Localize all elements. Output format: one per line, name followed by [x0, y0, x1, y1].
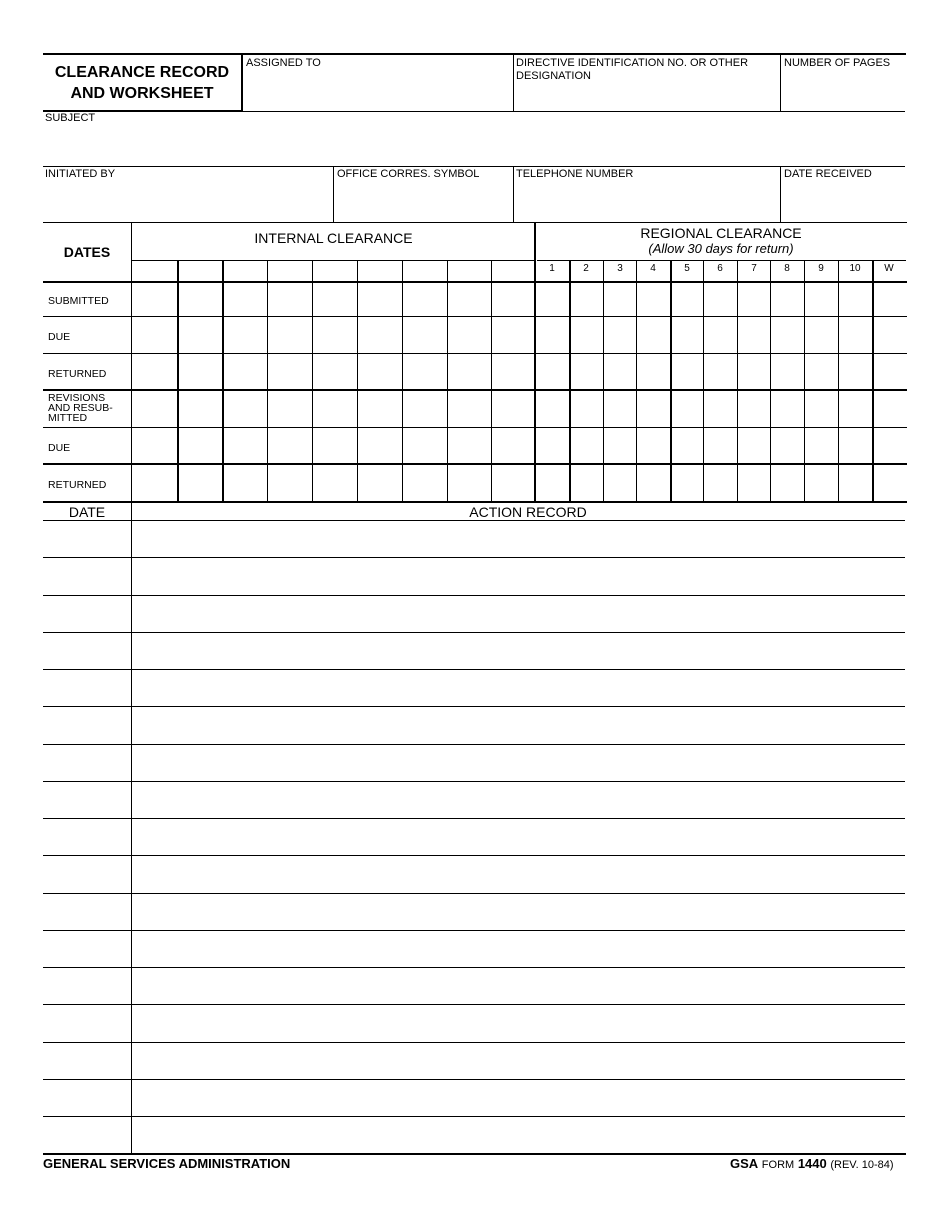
clearance-cell[interactable] — [672, 392, 701, 425]
footer-rev: (REV. 10-84) — [830, 1159, 894, 1171]
clearance-cell[interactable] — [537, 318, 567, 351]
clearance-cell[interactable] — [672, 429, 701, 462]
action-record-heading: ACTION RECORD — [469, 504, 587, 520]
clearance-cell[interactable] — [359, 355, 400, 388]
telephone-label: TELEPHONE NUMBER — [516, 168, 634, 180]
clearance-row-label-line: REVISIONS — [48, 392, 106, 404]
action-date-field[interactable] — [47, 826, 127, 848]
clearance-cell[interactable] — [806, 284, 836, 314]
clearance-cell[interactable] — [874, 355, 904, 388]
office-symbol-field[interactable] — [337, 190, 509, 216]
action-row — [43, 559, 905, 593]
assigned-to-field[interactable] — [246, 80, 508, 104]
clearance-cell[interactable] — [739, 318, 768, 351]
action-record-field[interactable] — [137, 714, 897, 736]
clearance-cell[interactable] — [739, 429, 768, 462]
clearance-cell[interactable] — [605, 318, 634, 351]
clearance-cell[interactable] — [605, 429, 634, 462]
clearance-cell[interactable] — [705, 318, 735, 351]
clearance-cell[interactable] — [739, 392, 768, 425]
clearance-cell[interactable] — [840, 466, 870, 500]
clearance-cell[interactable] — [840, 392, 870, 425]
clearance-row-label-line: RETURNED — [48, 368, 107, 380]
action-date-field[interactable] — [47, 714, 127, 736]
clearance-cell[interactable] — [537, 284, 567, 314]
clearance-cell[interactable] — [314, 429, 355, 462]
clearance-cell[interactable] — [874, 466, 904, 500]
form-title — [43, 62, 241, 104]
action-record-field[interactable] — [137, 752, 897, 774]
clearance-cell[interactable] — [134, 429, 175, 462]
clearance-row-label-line: MITTED — [48, 412, 88, 424]
clearance-cell[interactable] — [638, 429, 668, 462]
clearance-cell[interactable] — [840, 284, 870, 314]
clearance-cell[interactable] — [874, 284, 904, 314]
number-of-pages-field[interactable] — [784, 80, 900, 104]
action-row — [43, 857, 905, 891]
clearance-cell[interactable] — [314, 355, 355, 388]
clearance-cell[interactable] — [179, 284, 220, 314]
clearance-cell[interactable] — [705, 392, 735, 425]
action-row — [43, 671, 905, 704]
clearance-cell[interactable] — [772, 318, 802, 351]
clearance-cell[interactable] — [404, 284, 445, 314]
clearance-row-label-line: DUE — [48, 331, 71, 343]
clearance-cell[interactable] — [179, 429, 220, 462]
clearance-cell[interactable] — [705, 466, 735, 500]
clearance-cell[interactable] — [493, 429, 533, 462]
clearance-cell[interactable] — [571, 466, 601, 500]
internal-clearance-heading: INTERNAL CLEARANCE — [254, 230, 413, 246]
action-date-field[interactable] — [47, 901, 127, 923]
initiated-by-label: INITIATED BY — [45, 168, 116, 180]
clearance-cell[interactable] — [806, 466, 836, 500]
action-row — [43, 895, 905, 928]
clearance-cell[interactable] — [449, 318, 489, 351]
clearance-cell[interactable] — [449, 429, 489, 462]
clearance-cell[interactable] — [739, 284, 768, 314]
clearance-cell[interactable] — [605, 392, 634, 425]
clearance-cell[interactable] — [269, 284, 310, 314]
footer-number: 1440 — [797, 1156, 827, 1171]
clearance-cell[interactable] — [404, 429, 445, 462]
form-title-line1: CLEARANCE RECORD — [54, 64, 230, 81]
action-row — [43, 932, 905, 965]
action-row — [43, 820, 905, 853]
clearance-cell[interactable] — [314, 284, 355, 314]
action-date-field[interactable] — [47, 975, 127, 997]
clearance-cell[interactable] — [638, 466, 668, 500]
clearance-cell[interactable] — [314, 466, 355, 500]
number-of-pages-label: NUMBER OF PAGES — [784, 57, 891, 69]
clearance-cell[interactable] — [359, 392, 400, 425]
clearance-cell[interactable] — [772, 392, 802, 425]
clearance-row-label-line: AND RESUB- — [48, 402, 113, 414]
action-row — [43, 597, 905, 630]
clearance-cell[interactable] — [493, 392, 533, 425]
regional-column-8: 8 — [784, 263, 790, 274]
clearance-cell[interactable] — [874, 429, 904, 462]
regional-clearance-heading: REGIONAL CLEARANCE — [640, 225, 802, 241]
action-record-field[interactable] — [137, 826, 897, 848]
clearance-cell[interactable] — [672, 355, 701, 388]
clearance-cell[interactable] — [806, 429, 836, 462]
action-date-field[interactable] — [47, 565, 127, 587]
clearance-cell[interactable] — [672, 284, 701, 314]
clearance-cell[interactable] — [134, 284, 175, 314]
clearance-cell[interactable] — [537, 466, 567, 500]
clearance-cell[interactable] — [404, 318, 445, 351]
initiated-by-field[interactable] — [45, 190, 329, 216]
clearance-cell[interactable] — [314, 318, 355, 351]
action-date-field[interactable] — [47, 938, 127, 960]
clearance-cell[interactable] — [806, 392, 836, 425]
clearance-cell[interactable] — [705, 284, 735, 314]
action-date-heading: DATE — [68, 504, 106, 520]
clearance-cell[interactable] — [638, 284, 668, 314]
clearance-cell[interactable] — [404, 466, 445, 500]
clearance-cell[interactable] — [224, 466, 265, 500]
clearance-row-label — [48, 443, 70, 453]
action-row — [43, 634, 905, 667]
action-date-field[interactable] — [47, 640, 127, 662]
date-received-field[interactable] — [784, 190, 902, 216]
action-date-field[interactable] — [47, 1087, 127, 1109]
footer-form-id — [730, 1156, 894, 1171]
date-received-label: DATE RECEIVED — [784, 168, 872, 180]
clearance-cell[interactable] — [359, 466, 400, 500]
clearance-cell[interactable] — [537, 355, 567, 388]
clearance-cell[interactable] — [571, 355, 601, 388]
clearance-cell[interactable] — [359, 284, 400, 314]
clearance-cell[interactable] — [806, 355, 836, 388]
clearance-cell[interactable] — [772, 284, 802, 314]
action-date-field[interactable] — [47, 1124, 127, 1146]
action-row — [43, 746, 905, 779]
clearance-cell[interactable] — [840, 318, 870, 351]
clearance-cell[interactable] — [638, 392, 668, 425]
clearance-cell[interactable] — [269, 392, 310, 425]
clearance-cell[interactable] — [739, 466, 768, 500]
clearance-row-label — [48, 393, 113, 423]
clearance-cell[interactable] — [806, 318, 836, 351]
regional-column-9: 9 — [818, 263, 824, 274]
regional-column-w: W — [884, 263, 894, 274]
clearance-row-label — [48, 480, 106, 490]
clearance-cell[interactable] — [739, 355, 768, 388]
regional-column-1: 1 — [549, 263, 555, 274]
action-record-field[interactable] — [137, 863, 897, 885]
clearance-cell[interactable] — [840, 355, 870, 388]
action-record-field[interactable] — [137, 1087, 897, 1109]
clearance-cell[interactable] — [772, 429, 802, 462]
action-date-field[interactable] — [47, 528, 127, 550]
clearance-cell[interactable] — [224, 318, 265, 351]
action-record-field[interactable] — [137, 565, 897, 587]
telephone-field[interactable] — [516, 190, 776, 216]
footer-agency: GENERAL SERVICES ADMINISTRATION — [43, 1156, 291, 1171]
regional-column-2: 2 — [583, 263, 589, 274]
clearance-row-label — [48, 332, 70, 342]
clearance-cell[interactable] — [772, 355, 802, 388]
regional-column-4: 4 — [650, 263, 656, 274]
assigned-to-label: ASSIGNED TO — [246, 57, 321, 69]
clearance-cell[interactable] — [672, 466, 701, 500]
clearance-cell[interactable] — [224, 429, 265, 462]
clearance-cell[interactable] — [705, 355, 735, 388]
clearance-cell[interactable] — [134, 392, 175, 425]
regional-column-7: 7 — [751, 263, 757, 274]
clearance-cell[interactable] — [537, 429, 567, 462]
action-row — [43, 522, 905, 555]
clearance-cell[interactable] — [672, 318, 701, 351]
clearance-cell[interactable] — [359, 318, 400, 351]
regional-column-5: 5 — [684, 263, 690, 274]
subject-label: SUBJECT — [45, 112, 96, 124]
clearance-cell[interactable] — [493, 318, 533, 351]
clearance-cell[interactable] — [449, 355, 489, 388]
regional-column-10: 10 — [849, 263, 861, 274]
action-date-field[interactable] — [47, 1050, 127, 1072]
action-date-field[interactable] — [47, 752, 127, 774]
action-row — [43, 708, 905, 742]
clearance-cell[interactable] — [404, 355, 445, 388]
action-record-field[interactable] — [137, 938, 897, 960]
dates-heading: DATES — [63, 244, 111, 260]
clearance-row-label — [48, 369, 106, 379]
action-date-field[interactable] — [47, 603, 127, 625]
clearance-cell[interactable] — [134, 466, 175, 500]
clearance-cell[interactable] — [269, 318, 310, 351]
clearance-cell[interactable] — [571, 318, 601, 351]
action-row — [43, 969, 905, 1002]
action-row — [43, 1044, 905, 1077]
clearance-cell[interactable] — [493, 284, 533, 314]
regional-column-6: 6 — [717, 263, 723, 274]
action-row — [43, 783, 905, 816]
clearance-row-label-line: SUBMITTED — [48, 295, 109, 307]
action-date-field[interactable] — [47, 1012, 127, 1034]
action-record-field[interactable] — [137, 1012, 897, 1034]
clearance-cell[interactable] — [179, 355, 220, 388]
clearance-cell[interactable] — [179, 392, 220, 425]
clearance-cell[interactable] — [224, 355, 265, 388]
clearance-cell[interactable] — [874, 318, 904, 351]
action-record-field[interactable] — [137, 975, 897, 997]
clearance-row-label-line: DUE — [48, 442, 71, 454]
action-record-field[interactable] — [137, 1124, 897, 1146]
clearance-cell[interactable] — [269, 355, 310, 388]
action-record-field[interactable] — [137, 901, 897, 923]
clearance-cell[interactable] — [605, 284, 634, 314]
clearance-cell[interactable] — [449, 392, 489, 425]
clearance-cell[interactable] — [705, 429, 735, 462]
clearance-cell[interactable] — [224, 392, 265, 425]
action-record-field[interactable] — [137, 603, 897, 625]
clearance-cell[interactable] — [134, 355, 175, 388]
clearance-cell[interactable] — [638, 355, 668, 388]
action-record-field[interactable] — [137, 1050, 897, 1072]
clearance-cell[interactable] — [605, 466, 634, 500]
clearance-cell[interactable] — [224, 284, 265, 314]
clearance-row-label-line: RETURNED — [48, 479, 107, 491]
clearance-cell[interactable] — [449, 284, 489, 314]
clearance-row-label — [48, 296, 109, 306]
regional-column-3: 3 — [617, 263, 623, 274]
clearance-cell[interactable] — [840, 429, 870, 462]
subject-field[interactable] — [45, 130, 900, 160]
clearance-cell[interactable] — [605, 355, 634, 388]
action-record-field[interactable] — [137, 528, 897, 550]
clearance-cell[interactable] — [404, 392, 445, 425]
office-symbol-label: OFFICE CORRES. SYMBOL — [337, 168, 480, 180]
clearance-cell[interactable] — [269, 429, 310, 462]
directive-id-field[interactable] — [516, 86, 776, 108]
clearance-cell[interactable] — [179, 318, 220, 351]
clearance-cell[interactable] — [571, 284, 601, 314]
clearance-cell[interactable] — [449, 466, 489, 500]
action-record-field[interactable] — [137, 789, 897, 811]
footer-gsa: GSA — [730, 1156, 759, 1171]
action-record-field[interactable] — [137, 640, 897, 662]
clearance-cell[interactable] — [179, 466, 220, 500]
clearance-cell[interactable] — [269, 466, 310, 500]
action-row — [43, 1006, 905, 1040]
clearance-cell[interactable] — [772, 466, 802, 500]
action-record-field[interactable] — [137, 677, 897, 699]
action-date-field[interactable] — [47, 863, 127, 885]
clearance-cell[interactable] — [571, 429, 601, 462]
clearance-cell[interactable] — [359, 429, 400, 462]
directive-id-label: DIRECTIVE IDENTIFICATION NO. OR OTHER DESIGNATION — [516, 57, 749, 82]
clearance-cell[interactable] — [571, 392, 601, 425]
clearance-cell[interactable] — [493, 466, 533, 500]
clearance-cell[interactable] — [493, 355, 533, 388]
clearance-cell[interactable] — [537, 392, 567, 425]
clearance-cell[interactable] — [134, 318, 175, 351]
clearance-cell[interactable] — [314, 392, 355, 425]
regional-clearance-note: (Allow 30 days for return) — [648, 241, 794, 256]
clearance-cell[interactable] — [874, 392, 904, 425]
action-row — [43, 1081, 905, 1114]
footer-form: FORM — [761, 1159, 795, 1171]
action-row — [43, 1118, 905, 1151]
action-date-field[interactable] — [47, 789, 127, 811]
clearance-cell[interactable] — [638, 318, 668, 351]
form-title-line2: AND WORKSHEET — [70, 85, 214, 102]
action-date-field[interactable] — [47, 677, 127, 699]
